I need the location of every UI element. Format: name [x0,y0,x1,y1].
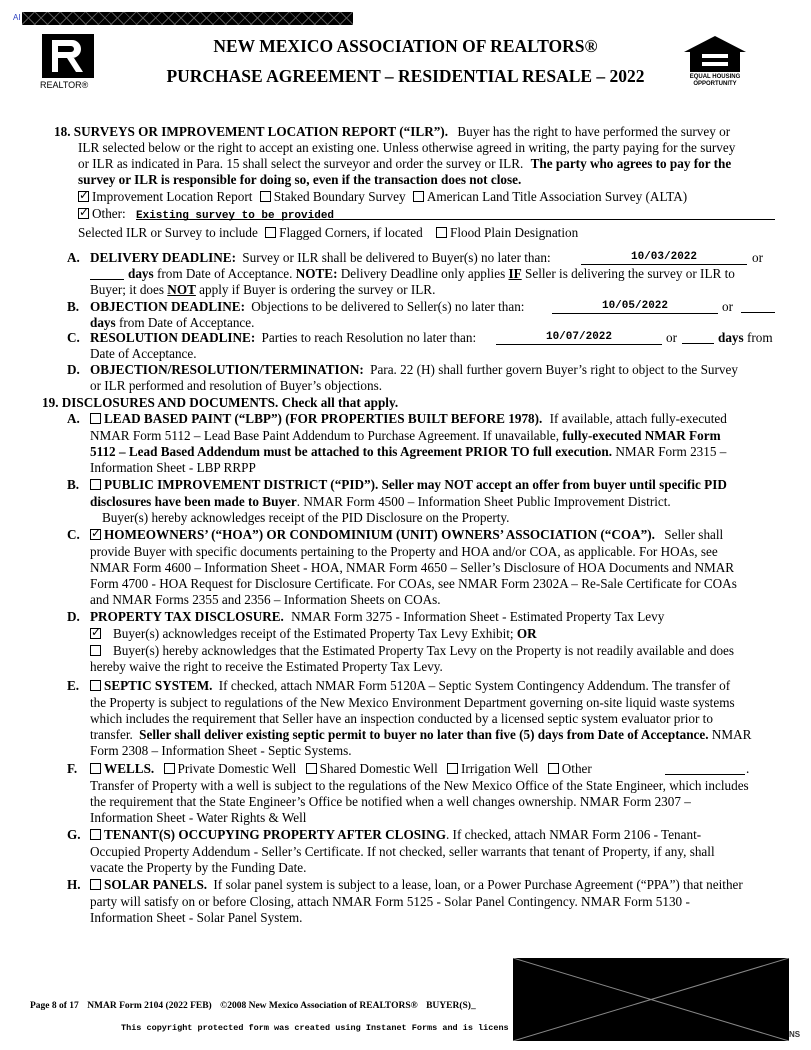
s18-a-label: A. [67,250,80,265]
footer-protected-notice: This copyright protected form was created using Instanet Forms and is licens [121,1023,509,1033]
s19-b-label: B. [67,477,80,492]
equal-housing-logo [682,34,748,92]
objection-text2: from Date of Acceptance. [118,315,255,330]
solar-heading: SOLAR PANELS. [104,877,208,892]
resolution-or: or [666,330,677,345]
septic-text1: If checked, attach NMAR Form 5120A – Septic System Contingency Addendum. The transfer of [218,678,731,693]
septic-text5: Form 2308 – Information Sheet - Septic Systems. [90,743,352,758]
s18-text-line3-bold: The party who agrees to pay for the [530,156,732,171]
s19-e-label: E. [67,678,80,693]
eho-text-line2: OPPORTUNITY [693,81,737,87]
resolution-deadline-heading: RESOLUTION DEADLINE: [90,330,256,345]
resolution-from: from [746,330,773,345]
delivery-or: or [752,250,763,265]
tax-text1: NMAR Form 3275 - Information Sheet - Estimated Property Tax Levy [291,609,665,624]
tenant-text3: vacate the Property by the Funding Date. [90,860,307,875]
termination-text2: or ILR performed and resolution of Buyer’s objections. [90,378,383,393]
delivery-deadline-heading: DELIVERY DEADLINE: [90,250,236,265]
s19-c-label: C. [67,527,80,542]
tax-or: OR [516,626,537,641]
checkbox-ilr[interactable] [78,191,89,202]
objection-days-label: days [90,315,116,330]
ai-mark: AI [13,13,21,22]
resolution-text2: Date of Acceptance. [90,346,197,361]
wells-period: . [746,761,750,776]
wells-text2: Transfer of Property with a well is subject to the regulations of the New Mexico Office of the State Engineer, which includes [90,778,749,793]
checkbox-well-private[interactable] [164,763,175,774]
lead-paint-text1: If available, attach fully-executed [549,411,727,426]
s18-c-label: C. [67,330,80,345]
wells-heading: WELLS. [104,761,155,776]
checkbox-tenant[interactable] [90,829,101,840]
hoa-heading: HOMEOWNERS’ (“HOA”) OR CONDOMINIUM (UNIT) OWNERS’ ASSOCIATION (“COA”). [104,527,655,542]
checkbox-well-other[interactable] [548,763,559,774]
page-title-association: NEW MEXICO ASSOCIATION OF REALTORS® [213,36,598,56]
objection-or: or [722,299,733,314]
objection-deadline-heading: OBJECTION DEADLINE: [90,299,245,314]
s19-g-label: G. [67,827,81,842]
s19-h-label: H. [67,877,81,892]
label-flood-plain: Flood Plain Designation [449,225,579,240]
termination-heading: OBJECTION/RESOLUTION/TERMINATION: [90,362,364,377]
checkbox-flood-plain[interactable] [436,227,447,238]
checkbox-well-irrigation[interactable] [447,763,458,774]
delivery-text5: Buyer; it does [90,282,164,297]
label-other: Other: [92,206,126,221]
lead-paint-text2: NMAR Form 5112 – Lead Base Paint Addendum to Purchase Agreement. If unavailable, [90,428,560,443]
s19-a-label: A. [67,411,80,426]
pid-text2: . NMAR Form 4500 – Information Sheet Public Improvement District. [296,494,671,509]
hoa-text2: provide Buyer with specific documents pertaining to the Property and HOA and/or COA, as applicable. For HOAs, see [90,544,718,559]
realtor-logo-text: REALTOR® [40,80,89,90]
checkbox-pid[interactable] [90,479,101,490]
tax-opt2: Buyer(s) hereby acknowledges that the Estimated Property Tax Levy on the Property is not readily available and does [113,643,735,658]
s18-text-line4: survey or ILR is responsible for doing so, even if the transaction does not close. [78,172,522,187]
redacted-signature-box [513,958,789,1041]
eho-text-line1: EQUAL HOUSING [689,74,741,80]
hoa-text1: Seller shall [664,527,724,542]
checkbox-alta[interactable] [413,191,424,202]
lead-paint-text3-bold: 5112 – Lead Based Addendum must be attached to this Agreement PRIOR TO full execution. [90,444,613,459]
termination-text1: Para. 22 (H) shall further govern Buyer’s right to object to the Survey [370,362,738,377]
s18-b-label: B. [67,299,80,314]
s19-d-label: D. [67,609,80,624]
well-irrigation-label: Irrigation Well [461,761,539,776]
footer-logo-fragment: NS [789,1030,801,1039]
checkbox-staked[interactable] [260,191,271,202]
delivery-not: NOT [167,282,196,297]
solar-text3: Information Sheet - Solar Panel System. [90,910,303,925]
footer-copyright: ©2008 New Mexico Association of REALTORS® [220,1001,418,1011]
checkbox-solar[interactable] [90,879,101,890]
pid-text3: Buyer(s) hereby acknowledges receipt of the PID Disclosure on the Property. [102,510,510,525]
delivery-text3: Delivery Deadline only applies [340,266,506,281]
checkbox-wells[interactable] [90,763,101,774]
tenant-text1: . If checked, attach NMAR Form 2106 - Tenant- [445,827,702,842]
s18-text-line3: or ILR as indicated in Para. 15 shall select the surveyor and order the survey or ILR. [78,156,524,171]
resolution-deadline-text: Parties to reach Resolution no later than: [261,330,477,345]
well-other-field[interactable] [665,762,745,775]
delivery-days-label: days [128,266,154,281]
checkbox-tax-receipt[interactable] [90,628,101,639]
footer-form-id: NMAR Form 2104 (2022 FEB) [87,1001,212,1011]
lead-paint-text2-bold: fully-executed NMAR Form [562,428,721,443]
s18-d-label: D. [67,362,80,377]
checkbox-lead-paint[interactable] [90,413,101,424]
page-title-form: PURCHASE AGREEMENT – RESIDENTIAL RESALE – 2022 [166,66,645,86]
resolution-days-field[interactable] [682,331,714,344]
s18-text-line2: ILR selected below or the right to accept an existing one. Unless otherwise agreed in writing, the party paying for the survey [78,140,736,155]
lead-paint-text3: NMAR Form 2315 – [615,444,727,459]
tax-heading: PROPERTY TAX DISCLOSURE. [90,609,284,624]
s18-heading: 18. SURVEYS OR IMPROVEMENT LOCATION REPORT (“ILR”). [54,124,449,139]
solar-text1: If solar panel system is subject to a lease, loan, or a Power Purchase Agreement (“PPA”) that neither [213,877,743,892]
include-label: Selected ILR or Survey to include [78,225,258,240]
well-shared-label: Shared Domestic Well [319,761,438,776]
delivery-days-field[interactable] [90,267,124,280]
septic-text4: transfer. [90,727,133,742]
wells-text3: the requirement that the State Engineer’s Office be notified when a well changes ownership. NMAR Form 2307 – [90,794,691,809]
wells-text4: Information Sheet - Water Rights & Well [90,810,307,825]
objection-deadline-text: Objections to be delivered to Seller(s) no later than: [251,299,525,314]
septic-text4c: NMAR [711,727,752,742]
septic-heading: SEPTIC SYSTEM. [104,678,213,693]
s18-text: Buyer has the right to have performed the survey or [457,124,731,139]
delivery-note-label: NOTE: [295,266,338,281]
s19-f-label: F. [67,761,78,776]
footer-buyers-initials: BUYER(S)_ [426,1001,476,1011]
checkbox-other[interactable] [78,208,89,219]
label-staked: Staked Boundary Survey [273,189,406,204]
objection-days-field[interactable] [741,300,775,313]
label-alta: American Land Title Association Survey (ALTA) [426,189,688,204]
objection-deadline-date-field[interactable]: 10/05/2022 [552,300,718,314]
resolution-deadline-date-field[interactable]: 10/07/2022 [496,331,662,345]
checkbox-tax-waive[interactable] [90,645,101,656]
delivery-if: IF [508,266,522,281]
delivery-text6: apply if Buyer is ordering the survey or ILR. [199,282,436,297]
delivery-text2: from Date of Acceptance. [156,266,293,281]
well-other-label: Other [561,761,592,776]
septic-text3: which includes the requirement that Seller have an inspection conducted by a licensed septic system evaluator prior to [90,711,713,726]
checkbox-well-shared[interactable] [306,763,317,774]
checkbox-septic[interactable] [90,680,101,691]
tax-opt1: Buyer(s) acknowledges receipt of the Estimated Property Tax Levy Exhibit; [113,626,514,641]
hoa-text4: Form 4700 - HOA Request for Disclosure Certificate. For COAs, see NMAR Form 2302A – Re-Sale Certificate for COAs [90,576,737,591]
checkbox-hoa[interactable] [90,529,101,540]
septic-text2: the Property is subject to regulations of the New Mexico Environment Department governing on-site liquid waste systems [90,695,735,710]
lead-paint-heading: LEAD BASED PAINT (“LBP”) (FOR PROPERTIES BUILT BEFORE 1978). [104,411,543,426]
lead-paint-text4: Information Sheet - LBP RRPP [90,460,256,475]
tax-opt2b: hereby waive the right to receive the Estimated Property Tax Levy. [90,659,443,674]
hoa-text5: and NMAR Forms 2355 and 2356 – Information Sheets on COAs. [90,592,441,607]
pid-heading: PUBLIC IMPROVEMENT DISTRICT (“PID”). Seller may NOT accept an offer from buyer until specific PID [104,477,727,492]
tenant-heading: TENANT(S) OCCUPYING PROPERTY AFTER CLOSING [104,827,446,842]
delivery-deadline-text: Survey or ILR shall be delivered to Buyer(s) no later than: [242,250,551,265]
pid-text2-bold: disclosures have been made to Buyer [90,494,297,509]
s19-heading: 19. DISCLOSURES AND DOCUMENTS. Check all that apply. [42,395,399,410]
redaction-bar [22,12,353,25]
resolution-days-label: days [718,330,744,345]
label-ilr: Improvement Location Report [92,189,253,204]
delivery-text4: Seller is delivering the survey or ILR to [525,266,735,281]
delivery-deadline-date-field[interactable]: 10/03/2022 [581,251,747,265]
well-private-label: Private Domestic Well [177,761,297,776]
solar-text2: party will satisfy on or before Closing, attach NMAR Form 5125 - Solar Panel Contingency. NMAR Form 5130 - [90,894,690,909]
label-flagged-corners: Flagged Corners, if located [279,225,423,240]
checkbox-flagged-corners[interactable] [265,227,276,238]
hoa-text3: NMAR Form 4600 – Information Sheet - HOA, NMAR Form 4650 – Seller’s Disclosure of HOA Documents and NMAR [90,560,735,575]
other-survey-field[interactable]: Existing survey to be provided [136,210,335,222]
septic-text4-bold: Seller shall deliver existing septic permit to buyer no later than five (5) days from Date of Acceptance. [139,727,709,742]
tenant-text2: Occupied Property Addendum - Seller’s Certificate. If not checked, seller warrants that tenant of Property, if any, shall [90,844,715,859]
footer-page-number: Page 8 of 17 [30,1001,79,1011]
